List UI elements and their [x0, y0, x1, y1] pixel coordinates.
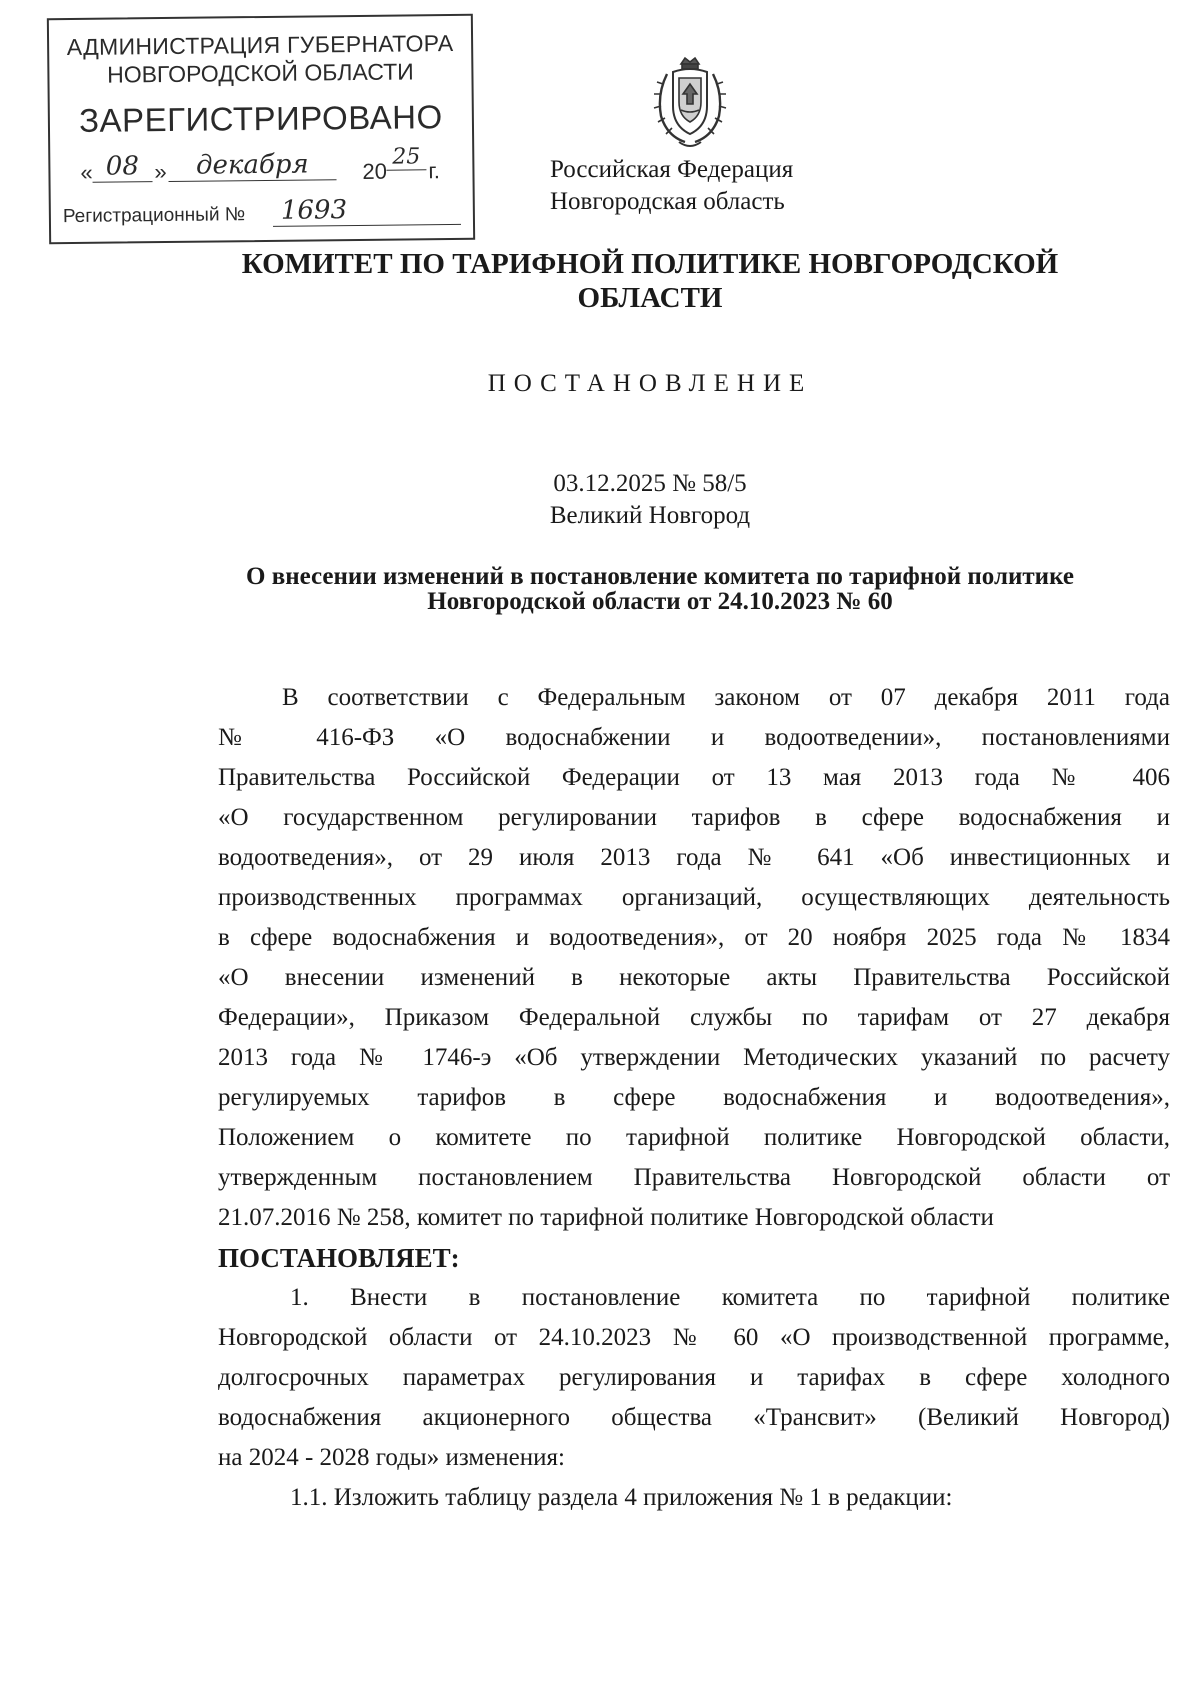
- preamble-line-5: водоотведения», от 29 июля 2013 года № 641 «Об инвестиционных и: [218, 844, 1170, 871]
- item1-line-3: долгосрочных параметрах регулирования и тарифах в сфере холодного: [218, 1364, 1170, 1391]
- preamble-line-3: Правительства Российской Федерации от 13 мая 2013 года № 406: [218, 764, 1170, 791]
- stamp-registered-label: ЗАРЕГИСТРИРОВАНО: [78, 98, 443, 139]
- stamp-date-open-quote: «: [80, 159, 93, 185]
- preamble-paragraph: [218, 678, 1170, 1518]
- preamble-line-13: утвержденным постановлением Правительства Новгородской области от: [218, 1164, 1170, 1191]
- resolves-heading: ПОСТАНОВЛЯЕТ:: [218, 1243, 460, 1273]
- stamp-date-year-prefix: 20: [362, 158, 388, 184]
- preamble-line-10: 2013 года № 1746-э «Об утверждении Методических указаний по расчету: [218, 1044, 1170, 1071]
- preamble-line-1: В соответствии с Федеральным законом от 07 декабря 2011 года: [282, 684, 1170, 711]
- item1-line-5: на 2024 - 2028 годы» изменения:: [218, 1444, 565, 1471]
- item1-line-1: 1. Внести в постановление комитета по тарифной политике: [290, 1284, 1170, 1311]
- document-type: ПОСТАНОВЛЕНИЕ: [487, 370, 813, 397]
- item1-line-4: водоснабжения акционерного общества «Трансвит» (Великий Новгород): [218, 1404, 1170, 1431]
- preamble-line-14: 21.07.2016 № 258, комитет по тарифной политике Новгородской области: [218, 1204, 994, 1231]
- coat-of-arms-icon: [645, 54, 735, 154]
- preamble-line-9: Федерации», Приказом Федеральной службы по тарифам от 27 декабря: [218, 1004, 1170, 1031]
- preamble-line-2: № 416-ФЗ «О водоснабжении и водоотведении», постановлениями: [218, 724, 1170, 751]
- preamble-line-4: «О государственном регулировании тарифов в сфере водоснабжения и: [218, 804, 1170, 831]
- stamp-date-suffix: г.: [428, 158, 441, 184]
- stamp-authority-line2: НОВГОРОДСКОЙ ОБЛАСТИ: [106, 58, 414, 88]
- preamble-line-7: в сфере водоснабжения и водоотведения», от 20 ноября 2025 года № 1834: [218, 924, 1170, 951]
- preamble-line-12: Положением о комитете по тарифной политике Новгородской области,: [218, 1124, 1170, 1151]
- stamp-date: [80, 144, 450, 192]
- item1-line-2: Новгородской области от 24.10.2023 № 60 «О производственной программе,: [218, 1324, 1170, 1351]
- region-name: Новгородская область: [550, 188, 785, 215]
- preamble-line-8: «О внесении изменений в некоторые акты Правительства Российской: [218, 964, 1170, 991]
- stamp-reg-label: Регистрационный №: [62, 204, 246, 228]
- document-number: 03.12.2025 № 58/5: [553, 470, 747, 497]
- stamp-date-year: 25: [386, 144, 426, 170]
- registration-stamp: [47, 14, 475, 244]
- subject-line1: О внесении изменений в постановление комитета по тарифной политике: [246, 563, 1074, 590]
- committee-title-line2: ОБЛАСТИ: [577, 282, 723, 314]
- stamp-reg-number: 1693: [273, 194, 461, 227]
- stamp-date-month: декабря: [168, 149, 336, 182]
- country-name: Российская Федерация: [550, 156, 794, 183]
- document-city: Великий Новгород: [549, 502, 751, 529]
- preamble-line-11: регулируемых тарифов в сфере водоснабжения и водоотведения»,: [218, 1084, 1170, 1111]
- preamble-line-6: производственных программах организаций, осуществляющих деятельность: [218, 884, 1170, 911]
- stamp-date-day: 08: [92, 151, 152, 183]
- stamp-date-close-quote: »: [154, 158, 167, 185]
- stamp-registration-number: [63, 194, 463, 230]
- item1-1-line: 1.1. Изложить таблицу раздела 4 приложения № 1 в редакции:: [290, 1484, 953, 1511]
- subject-line2: Новгородской области от 24.10.2023 № 60: [427, 588, 893, 615]
- stamp-authority-line1: АДМИНИСТРАЦИЯ ГУБЕРНАТОРА: [66, 29, 454, 61]
- committee-title-line1: КОМИТЕТ ПО ТАРИФНОЙ ПОЛИТИКЕ НОВГОРОДСКОЙ: [241, 248, 1059, 280]
